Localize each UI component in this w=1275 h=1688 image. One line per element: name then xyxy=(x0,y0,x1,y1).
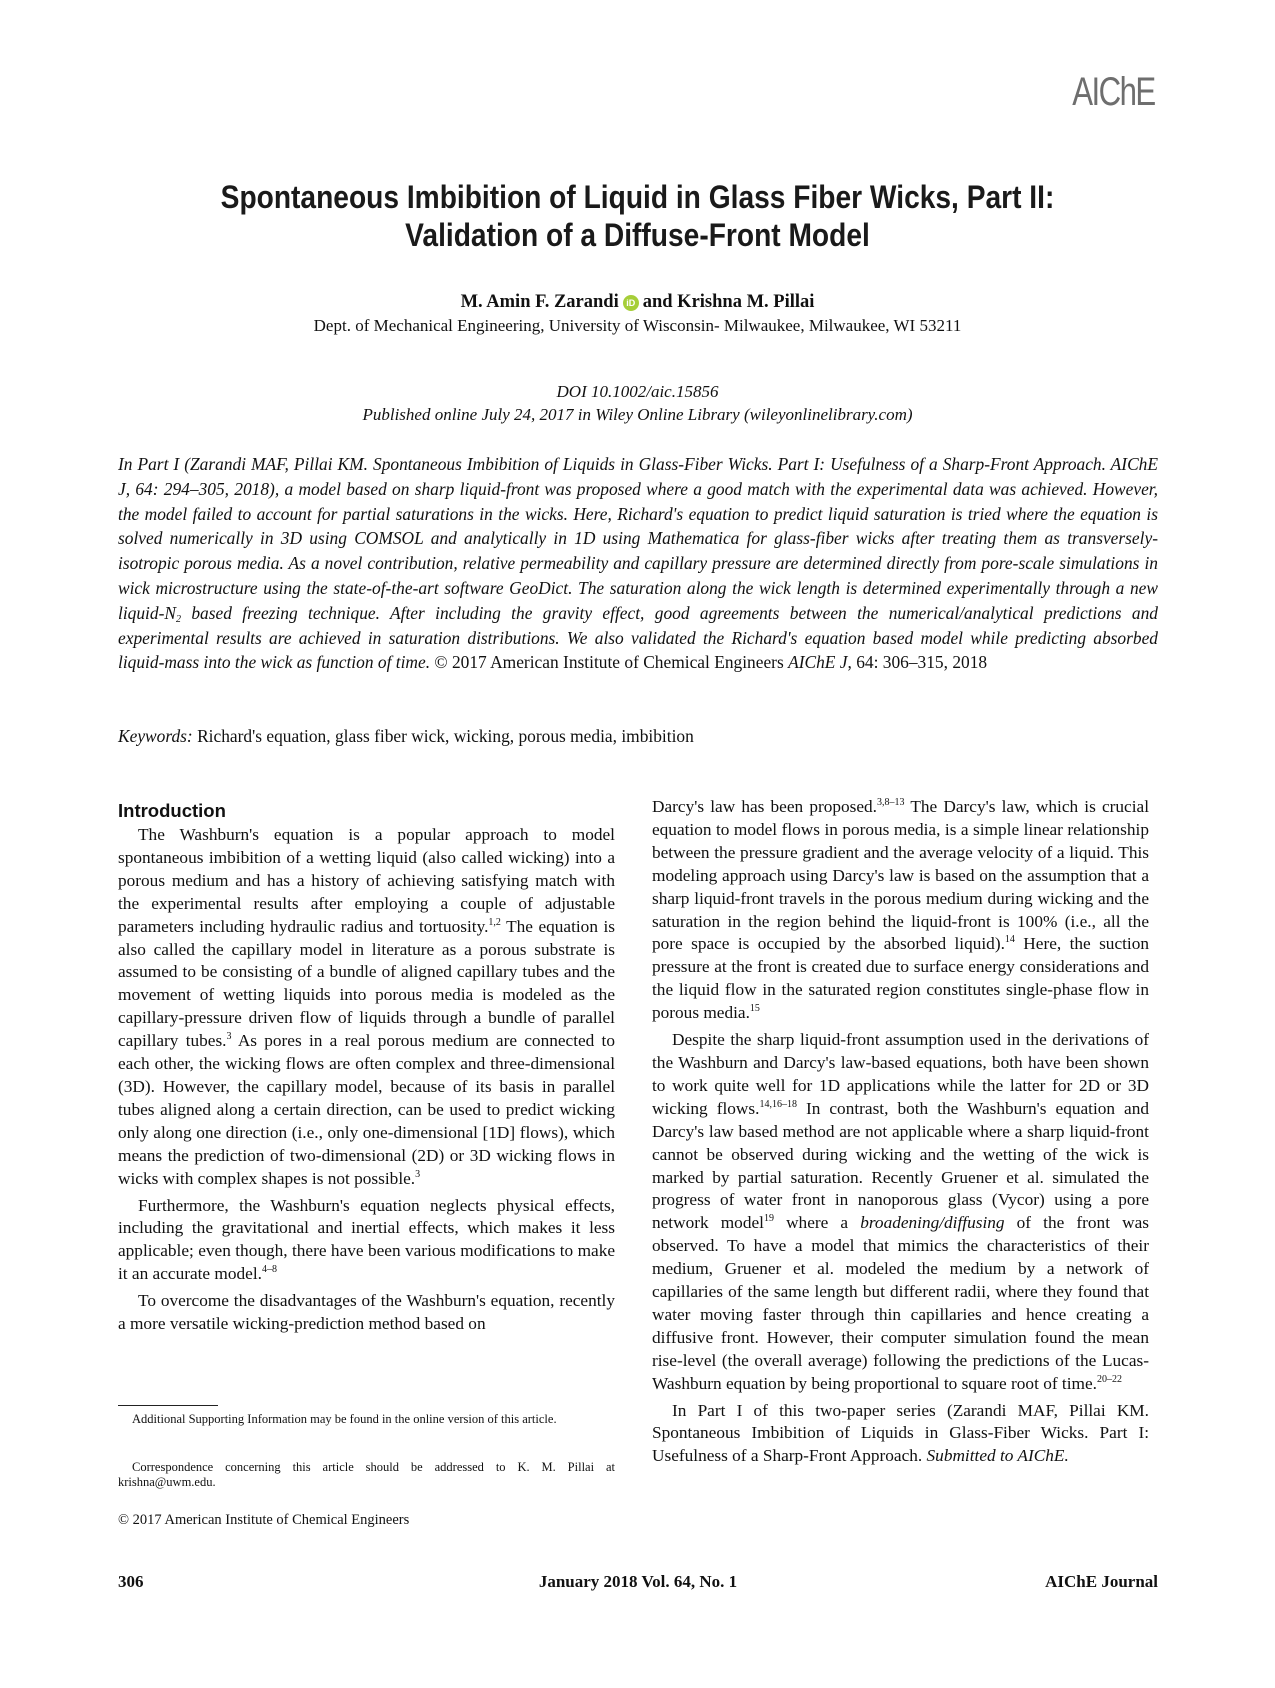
keywords xyxy=(118,726,1158,747)
citation-ref[interactable]: 4–8 xyxy=(261,1264,277,1276)
citation-ref[interactable]: 14 xyxy=(1004,934,1015,946)
journal-logo: AIChE xyxy=(1072,70,1155,114)
citation-ref[interactable]: 20–22 xyxy=(1096,1373,1122,1385)
publication-info: Published online July 24, 2017 in Wiley Online Library (wileyonlinelibrary.com) xyxy=(362,405,913,424)
citation-ref[interactable]: 15 xyxy=(749,1003,760,1015)
citation-ref[interactable]: 14,16–18 xyxy=(759,1098,797,1110)
author-1: M. Amin F. Zarandi xyxy=(460,292,619,312)
article-title xyxy=(0,178,1275,254)
title-line-2: Validation of a Diffuse-Front Model xyxy=(405,217,870,253)
paragraph xyxy=(118,824,615,1191)
left-column xyxy=(118,824,615,1336)
doi: DOI 10.1002/aic.15856 xyxy=(556,382,719,401)
footnote-supporting-info xyxy=(118,1412,615,1427)
paragraph xyxy=(652,1400,1149,1469)
keywords-list: Richard's equation, glass fiber wick, wicking, porous media, imbibition xyxy=(192,726,694,746)
citation-ref[interactable]: 3 xyxy=(415,1168,421,1180)
citation-ref[interactable]: 19 xyxy=(763,1213,774,1225)
abstract-citation: , 64: 306–315, 2018 xyxy=(847,652,988,673)
text: In Part I of this two-paper series (Zarandi MAF, Pillai KM. Spontaneous Imbibition of Liquids in Glass-Fiber Wicks. Part I: Usefulness of a Sharp-Front Approach. xyxy=(652,1400,1149,1466)
abstract-journal: AIChE J xyxy=(788,652,848,673)
abstract-subscript: 2 xyxy=(175,613,181,625)
text: The Washburn's equation is a popular approach to model spontaneous imbibition of a wetting liquid (also called wicking) into a porous medium and has a history of achieving satisfying match with the experimental results after employing a couple of adjustable parameters including hydraulic radius and tortuosity. xyxy=(118,825,615,936)
text: of the front was observed. To have a model that mimics the characteristics of their medium, Gruener et al. modeled the medium by a network of capillaries of the same length but different radii, where they found that water moving faster through thin capillaries and hence creating a diffusive front. However, their computer simulation found the mean rise-level (the overall average) following the predictions of the Lucas-Washburn equation by being proportional to square root of time. xyxy=(652,1213,1149,1393)
paragraph xyxy=(652,1029,1149,1396)
text: In contrast, both the Washburn's equation and Darcy's law based method are not applicable where a sharp liquid-front cannot be observed during wicking and the wetting of the wick is marked by partial saturation. Recently Gruener et al. simulated the progress of water front in nanoporous glass (Vycor) using a pore network model xyxy=(652,1098,1150,1233)
citation-ref[interactable]: 1,2 xyxy=(488,916,501,928)
abstract-text-a: In Part I (Zarandi MAF, Pillai KM. Spontaneous Imbibition of Liquids in Glass-Fiber Wicks. Part I: Usefulness of a Sharp-Front Approach. AIChE J, 64: 294–305, 2018), a model based on sharp liquid-front was proposed where a good match with the experimental data was achieved. However, the model failed to account for partial saturations in the wicks. Here, Richard's equation to predict liquid saturation is tried where the equation is solved numerically in 3D using COMSOL and analytically in 1D using Mathematica for glass-fiber wicks after treating them as transversely-isotropic porous media. As a novel contribution, relative permeability and capillary pressure are determined directly from pore-scale simulations in wick microstructure using the state-of-the-art software GeoDict. The saturation along the wick length is determined experimentally through a new liquid-N xyxy=(118,454,1158,623)
text: Despite the sharp liquid-front assumption used in the derivations of the Washburn and Darcy's law-based equations, both have been shown to work quite well for 1D applications while the latter for 2D or 3D wicking flows. xyxy=(652,1030,1149,1118)
citation-ref[interactable]: 3,8–13 xyxy=(877,797,905,808)
author-2: and Krishna M. Pillai xyxy=(642,292,815,312)
journal-name: AIChE Journal xyxy=(1045,1572,1158,1591)
text: Submitted to AIChE. xyxy=(926,1446,1069,1466)
copyright-notice: © 2017 American Institute of Chemical Engineers xyxy=(118,1512,410,1528)
text: The equation is also called the capillary model in literature as a porous substrate is assumed to be consisting of a bundle of aligned capillary tubes and the movement of wetting liquids into porous media is modeled as the capillary-pressure driven flow of liquids through a bundle of parallel capillary tubes. xyxy=(118,916,615,1051)
text: To overcome the disadvantages of the Washburn's equation, recently a more versatile wicking-prediction method based on xyxy=(118,1291,615,1334)
title-line-1: Spontaneous Imbibition of Liquid in Glass Fiber Wicks, Part II: xyxy=(220,179,1055,215)
text: The Darcy's law, which is crucial equation to model flows in porous media, is a simple linear relationship between the pressure gradient and the average velocity of a liquid. This modeling approach using Darcy's law is based on the assumption that a sharp liquid-front travels in the porous medium during wicking and the saturation in the region behind the liquid-front is 100% (i.e., all the pore space is occupied by the absorbed liquid). xyxy=(652,797,1150,954)
abstract-copyright: © 2017 American Institute of Chemical Engineers xyxy=(430,652,789,673)
text: broadening/diffusing xyxy=(860,1213,1005,1233)
abstract xyxy=(118,452,1158,675)
author-list xyxy=(0,292,1275,313)
text: Here, the suction pressure at the front is created due to surface energy considerations and the liquid flow in the saturated region constitutes single-phase flow in porous media. xyxy=(652,934,1150,1023)
orcid-icon[interactable]: iD xyxy=(623,295,639,311)
paragraph xyxy=(118,1195,615,1287)
paragraph xyxy=(652,796,1149,1025)
text: Darcy's law has been proposed. xyxy=(652,797,877,816)
text: where a xyxy=(773,1213,861,1233)
text: Correspondence concerning this article should be addressed to K. M. Pillai at krishna@uwm.edu. xyxy=(118,1460,615,1489)
paragraph xyxy=(118,1290,615,1336)
citation-ref[interactable]: 3 xyxy=(226,1031,232,1043)
right-column xyxy=(652,796,1149,1468)
text: As pores in a real porous medium are connected to each other, the wicking flows are often complex and three-dimensional (3D). However, the capillary model, because of its basis in parallel tubes aligned along a certain direction, can be used to predict wicking only along one direction (i.e., only one-dimensional [1D] flows), which means the prediction of two-dimensional (2D) or 3D wicking flows in wicks with complex shapes is not possible. xyxy=(118,1031,616,1188)
issue-info: January 2018 Vol. 64, No. 1 xyxy=(538,1572,738,1591)
footnote-correspondence xyxy=(118,1460,615,1490)
footnote-divider xyxy=(118,1405,218,1406)
page-number: 306 xyxy=(118,1572,144,1591)
text: Furthermore, the Washburn's equation neglects physical effects, including the gravitational and inertial effects, which makes it less applicable; even though, there have been various modifications to make it an accurate model. xyxy=(118,1195,615,1284)
keywords-label: Keywords: xyxy=(118,726,193,746)
affiliation: Dept. of Mechanical Engineering, University of Wisconsin- Milwaukee, Milwaukee, WI 53211 xyxy=(313,316,962,335)
section-heading: Introduction xyxy=(118,800,226,821)
text: Additional Supporting Information may be found in the online version of this article. xyxy=(132,1412,557,1426)
abstract-text-b: based freezing technique. After including the gravity effect, good agreements between the numerical/analytical predictions and experimental results are achieved in saturation distributions. We also validated the Richard's equation based model while predicting absorbed liquid-mass into the wick as function of time. xyxy=(118,602,1158,673)
